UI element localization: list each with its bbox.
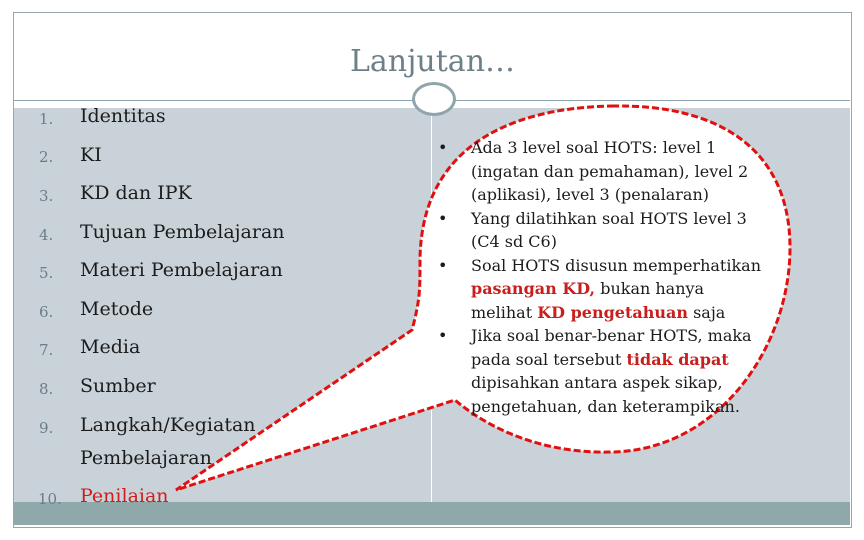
bullet-text: melihat xyxy=(471,302,538,322)
list-number: 6. xyxy=(39,303,54,321)
bullet-line xyxy=(471,277,798,301)
list-number: 2. xyxy=(39,148,54,166)
list-item: Media xyxy=(80,336,141,358)
list-item: Tujuan Pembelajaran xyxy=(80,221,285,243)
bullet-line xyxy=(471,301,798,325)
list-item: Metode xyxy=(80,298,154,320)
bullet-line: pengetahuan, dan keterampikan. xyxy=(471,396,740,416)
callout-bullet xyxy=(438,254,798,325)
bullet-line xyxy=(471,348,798,372)
list-number: 4. xyxy=(39,226,54,244)
list-item-highlighted: Penilaian xyxy=(80,485,169,507)
bullet-dot: • xyxy=(438,255,448,275)
bullet-line: dipisahkan antara aspek sikap, xyxy=(471,373,723,392)
list-number: 9. xyxy=(39,419,54,437)
list-item: Sumber xyxy=(80,375,156,397)
list-item: Materi Pembelajaran xyxy=(80,259,283,281)
bullet-text: saja xyxy=(687,302,726,322)
bullet-dot: • xyxy=(438,208,448,228)
bullet-line: Soal HOTS disusun memperhatikan xyxy=(471,255,762,275)
callout-bullet xyxy=(438,207,798,254)
highlight-text: KD pengetahuan xyxy=(537,302,688,322)
bullet-dot: • xyxy=(438,138,448,157)
bullet-line: (C4 sd C6) xyxy=(471,232,557,251)
list-number: 3. xyxy=(39,187,54,205)
callout-bullet xyxy=(438,324,798,418)
list-number: 10. xyxy=(38,490,62,508)
list-number: 5. xyxy=(39,264,54,282)
list-number: 1. xyxy=(39,110,54,128)
bullet-dot: • xyxy=(438,326,448,345)
bullet-line: Yang dilatihkan soal HOTS level 3 xyxy=(471,208,747,228)
list-item: Langkah/Kegiatan xyxy=(80,414,256,436)
list-item-continuation: Pembelajaran xyxy=(80,447,212,469)
bullet-text: bukan hanya xyxy=(595,279,705,298)
bullet-line: (aplikasi), level 3 (penalaran) xyxy=(471,185,709,204)
callout-text xyxy=(438,136,798,418)
bullet-line: (ingatan dan pemahaman), level 2 xyxy=(471,161,749,181)
bullet-text: pada soal tersebut xyxy=(471,349,627,369)
list-item: KI xyxy=(80,144,102,166)
list-number: 7. xyxy=(39,341,54,359)
bullet-line: Jika soal benar-benar HOTS, maka xyxy=(471,326,752,345)
callout-bullet xyxy=(438,136,798,207)
highlight-text: tidak dapat xyxy=(626,349,729,369)
list-item: Identitas xyxy=(80,105,166,127)
list-number: 8. xyxy=(39,380,54,398)
bullet-line: Ada 3 level soal HOTS: level 1 xyxy=(471,138,717,157)
slide-title: Lanjutan… xyxy=(350,44,516,79)
list-item: KD dan IPK xyxy=(80,182,192,204)
highlight-text: pasangan KD, xyxy=(471,279,596,298)
